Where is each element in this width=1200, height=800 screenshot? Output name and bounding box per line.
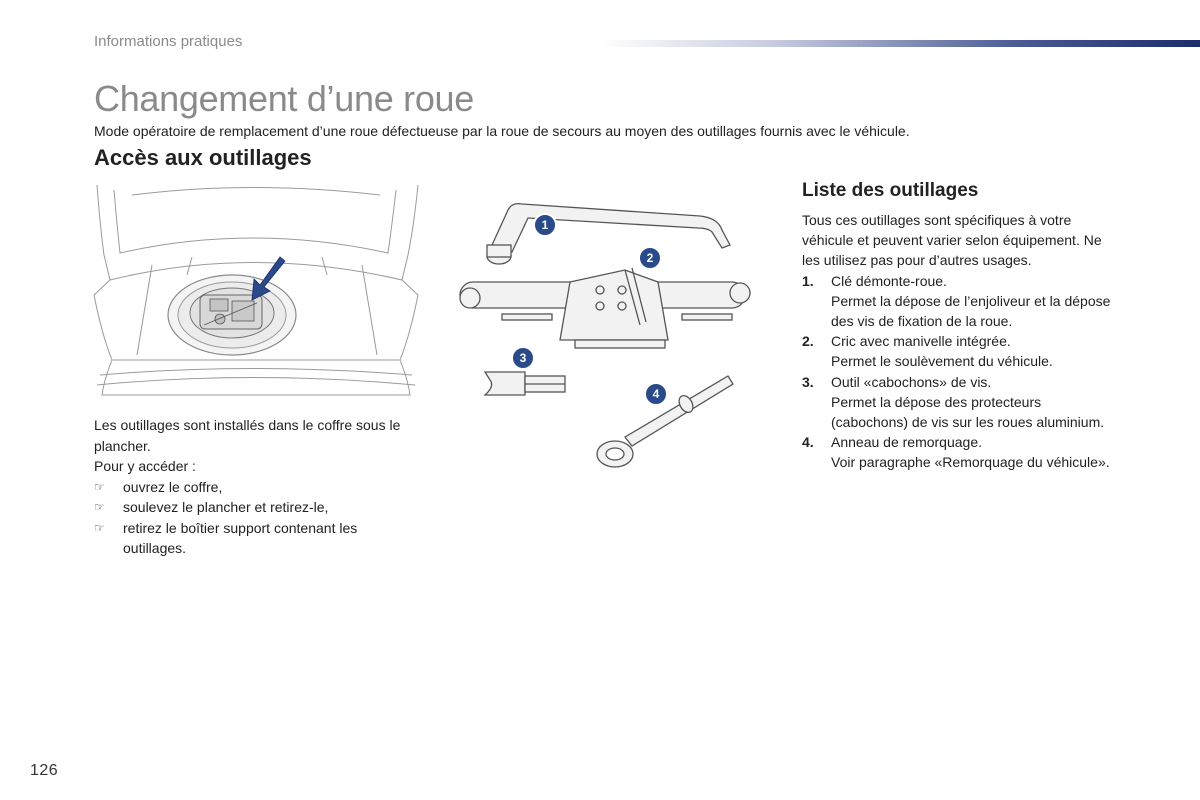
access-step: ☞ retirez le boîtier support contenant les outillages. <box>94 519 358 556</box>
tools-list-section <box>802 180 1122 473</box>
access-instructions <box>94 415 424 559</box>
access-line-2: Pour y accéder : <box>94 458 196 474</box>
tool-item: 4. Anneau de remorquage. Voir paragraphe «Remorquage du véhicule». <box>802 432 1122 472</box>
access-step: ☞ soulevez le plancher et retirez-le, <box>94 497 424 518</box>
tool-item: 3. Outil «cabochons» de vis. Permet la dépose des protecteurs (cabochons) de vis sur les roues aluminium. <box>802 372 1122 433</box>
access-steps <box>94 477 424 559</box>
tools-list <box>802 271 1122 473</box>
page-title: Changement d’une roue <box>94 78 474 119</box>
tool-name: Clé démonte-roue. <box>831 272 947 289</box>
callout-2: 2 <box>646 251 654 265</box>
header-bar <box>600 40 1200 47</box>
access-line-1: Les outillages sont installés dans le coffre sous le plancher. <box>94 417 401 454</box>
callout-3: 3 <box>519 351 527 365</box>
tool-detail: Permet le soulèvement du véhicule. <box>831 353 1053 370</box>
tools-list-title: Liste des outillages <box>802 180 979 201</box>
access-step: ☞ ouvrez le coffre, <box>94 477 424 498</box>
tool-detail: Permet la dépose de l’enjoliveur et la dépose des vis de fixation de la roue. <box>831 292 1111 330</box>
section-title: Accès aux outillages <box>94 145 312 170</box>
callout-4: 4 <box>652 387 660 401</box>
pointing-hand-icon: ☞ <box>94 520 105 535</box>
trunk-illustration <box>92 185 420 403</box>
tools-illustration <box>450 190 770 490</box>
pointing-hand-icon: ☞ <box>94 479 105 494</box>
intro-text: Mode opératoire de remplacement d’une roue défectueuse par la roue de secours au moyen des outillages fournis avec le véhicule. <box>94 123 910 139</box>
tools-description: Tous ces outillages sont spécifiques à votre véhicule et peuvent varier selon équipement. Ne les utilisez pas pour d’autres usages. <box>802 212 1102 269</box>
tool-detail: Voir paragraphe «Remorquage du véhicule». <box>831 454 1110 471</box>
callout-1: 1 <box>541 218 549 232</box>
tool-item: 1. Clé démonte-roue. Permet la dépose de l’enjoliveur et la dépose des vis de fixation de la roue. <box>802 271 1122 332</box>
tool-name: Anneau de remorquage. <box>831 434 982 451</box>
tool-name: Cric avec manivelle intégrée. <box>831 333 1011 350</box>
tool-detail: Permet la dépose des protecteurs (cabochons) de vis sur les roues aluminium. <box>831 393 1105 431</box>
tool-item: 2. Cric avec manivelle intégrée. Permet le soulèvement du véhicule. <box>802 331 1122 371</box>
pointing-hand-icon: ☞ <box>94 500 105 514</box>
page-number: 126 <box>30 762 59 779</box>
section-header: Informations pratiques <box>94 33 243 50</box>
tool-name: Outil «cabochons» de vis. <box>831 373 992 390</box>
